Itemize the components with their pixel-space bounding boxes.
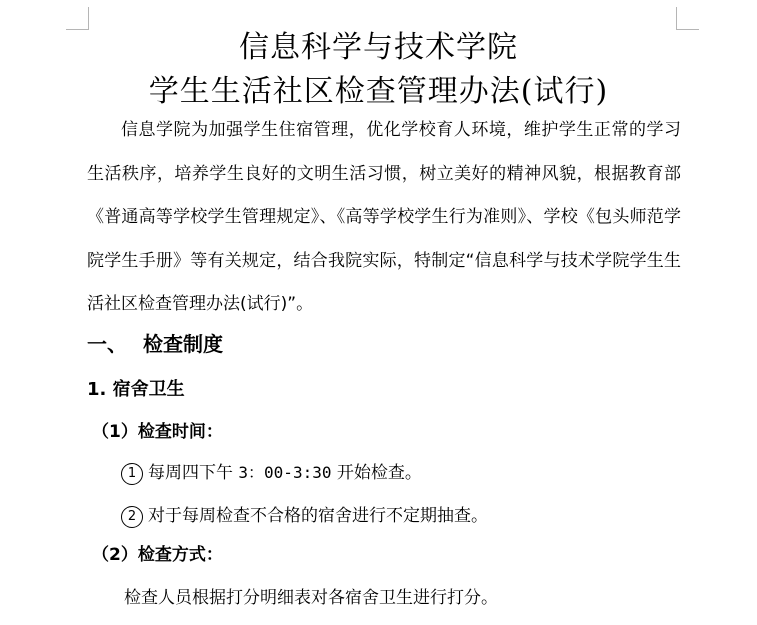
page-corner-mark-right bbox=[676, 7, 699, 30]
subsection-heading: 1. 宿舍卫生 bbox=[87, 379, 185, 400]
spot-check-text: 对于每周检查不合格的宿舍进行不定期抽查。 bbox=[148, 506, 488, 526]
section-heading bbox=[87, 327, 223, 361]
intro-paragraph: 信息学院为加强学生住宿管理，优化学校育人环境，维护学生正常的学习生活秩序，培养学生良好的文明生活习惯，树立美好的精神风貌，根据教育部《普通高等学校学生管理规定》、《高等学校学生行为准则》、学校《包头师范学院学生手册》等有关规定，结合我院实际，特制定“信息科学与技术学院学生生活社区检查管理办法(试行)”。 bbox=[87, 120, 681, 314]
circled-number-1: 1 bbox=[121, 463, 143, 485]
item-heading-time: （1）检查时间： bbox=[92, 422, 223, 442]
section-title: 检查制度 bbox=[143, 332, 223, 356]
schedule-text-before: 每周四下午 bbox=[148, 463, 239, 483]
section-number: 一、 bbox=[87, 332, 127, 356]
item-heading-method: （2）检查方式： bbox=[92, 545, 223, 565]
list-item-spot-check bbox=[121, 501, 488, 531]
page-corner-mark-left bbox=[66, 7, 89, 30]
document-title-line1: 信息科学与技术学院 bbox=[239, 30, 518, 65]
document-title-line2: 学生生活社区检查管理办法(试行) bbox=[148, 74, 609, 109]
method-paragraph: 检查人员根据打分明细表对各宿舍卫生进行打分。 bbox=[124, 588, 498, 608]
schedule-text-after: 开始检查。 bbox=[331, 463, 422, 483]
circled-number-2: 2 bbox=[121, 506, 143, 528]
schedule-time: 3：00-3:30 bbox=[238, 463, 332, 482]
list-item-schedule bbox=[121, 458, 422, 488]
